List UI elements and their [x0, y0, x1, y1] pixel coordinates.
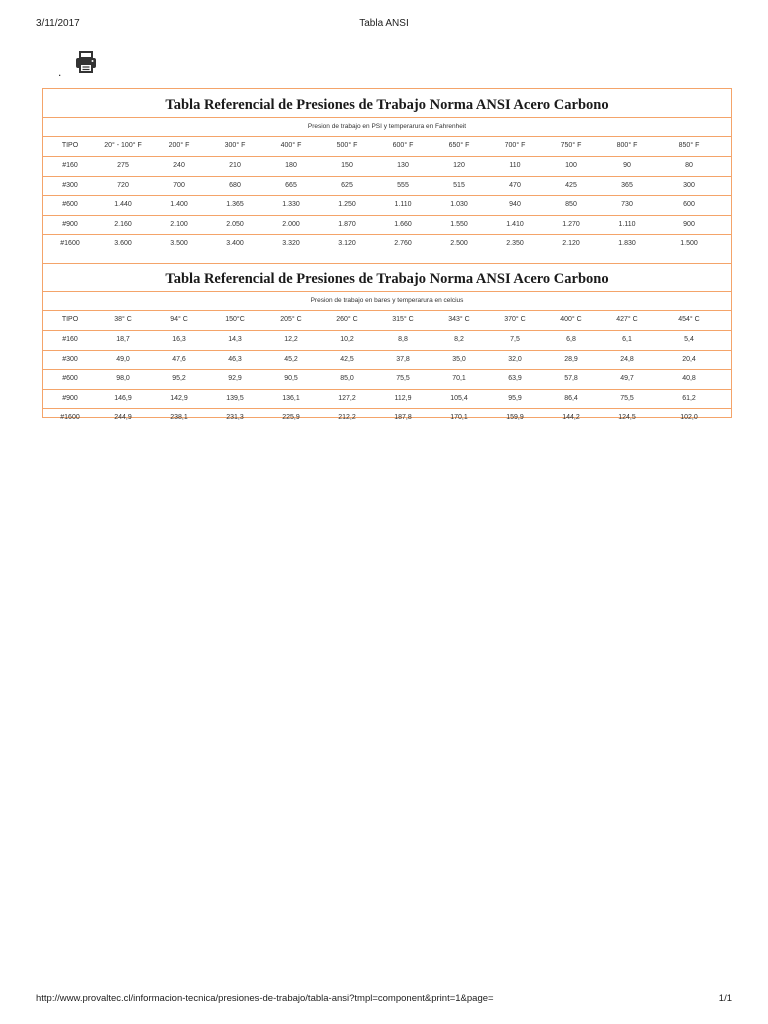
table-cell: 18,7: [116, 336, 130, 343]
table-cell: 900: [683, 220, 695, 228]
table-fahrenheit: [43, 89, 731, 254]
table-row: [43, 177, 731, 197]
table-row: [43, 390, 731, 410]
table-cell: 57,8: [564, 375, 578, 382]
table-cell: 425: [565, 181, 577, 189]
row-label-cell: #300: [62, 355, 78, 363]
table-cell: 127,2: [338, 394, 356, 402]
table-cell: 2.500: [450, 240, 468, 247]
table-title: Tabla Referencial de Presiones de Trabajo Norma ANSI Acero Carbono: [43, 89, 731, 118]
row-label-cell: #300: [62, 181, 78, 189]
table-cell: 850° F: [678, 142, 700, 149]
table-cell: 130: [397, 162, 409, 169]
table-cell: 680: [229, 181, 241, 189]
table-cell: 75,5: [620, 394, 634, 402]
table-cell: 1.365: [226, 201, 244, 208]
table-cell: 240: [173, 162, 185, 169]
table-cell: 14,3: [228, 336, 242, 343]
table-cell: 400° C: [560, 316, 582, 323]
table-cell: 3.400: [226, 240, 244, 247]
table-cell: 32,0: [508, 355, 522, 363]
table-cell: 63,9: [508, 375, 522, 382]
row-label-cell: #900: [62, 394, 78, 402]
table-cell: 210: [229, 162, 241, 169]
table-cell: 1.870: [338, 220, 356, 228]
table-cell: 1.440: [114, 201, 132, 208]
table-cell: 1.400: [170, 201, 188, 208]
table-cell: 110: [509, 162, 521, 169]
table-cell: 370° C: [504, 316, 526, 323]
table-cell: 3.320: [282, 240, 300, 247]
table-cell: 3.600: [114, 240, 132, 247]
table-cell: 42,5: [340, 355, 354, 363]
table-cell: 205° C: [280, 316, 302, 323]
table-cell: 300° F: [224, 142, 246, 149]
table-cell: 1.550: [450, 220, 468, 228]
table-cell: 1.330: [282, 201, 300, 208]
table-cell: 75,5: [396, 375, 410, 382]
table-cell: 102,0: [680, 414, 698, 421]
table-cell: 225,9: [282, 414, 300, 421]
table-row: [43, 216, 731, 236]
table-cell: 40,8: [682, 375, 696, 382]
table-cell: 300: [683, 181, 695, 189]
table-cell: 1.830: [618, 240, 636, 247]
table-cell: 427° C: [616, 316, 638, 323]
table-cell: 187,8: [394, 414, 412, 421]
table-cell: 150°C: [225, 316, 245, 323]
table-cell: 85,0: [340, 375, 354, 382]
table-title: Tabla Referencial de Presiones de Trabajo Norma ANSI Acero Carbono: [43, 263, 731, 292]
table-cell: 20,4: [682, 355, 696, 363]
table-subtitle: Presion de trabajo en bares y temperarura en celcius: [43, 292, 731, 311]
table-cell: 61,2: [682, 394, 696, 402]
row-label-cell: #900: [62, 220, 78, 228]
page-number: 1/1: [718, 993, 732, 1004]
table-cell: 2.100: [170, 220, 188, 228]
table-row: [43, 157, 731, 177]
row-label-cell: #1600: [60, 240, 80, 247]
table-cell: 98,0: [116, 375, 130, 382]
row-label-cell: TIPO: [61, 316, 79, 323]
table-cell: 5,4: [684, 336, 694, 343]
table-cell: 700° F: [504, 142, 526, 149]
table-cell: 105,4: [450, 394, 468, 402]
table-cell: 700: [173, 181, 185, 189]
table-cell: 112,9: [394, 394, 412, 402]
table-row: [43, 196, 731, 216]
table-cell: 720: [117, 181, 129, 189]
table-subtitle: Presion de trabajo en PSI y temperarura en Fahrenheit: [43, 118, 731, 137]
table-cell: 2.160: [114, 220, 132, 228]
table-cell: 12,2: [284, 336, 298, 343]
table-cell: 2.760: [394, 240, 412, 247]
table-cell: 275: [117, 162, 129, 169]
table-cell: 38° C: [114, 316, 132, 323]
table-cell: 2.350: [506, 240, 524, 247]
page-url: http://www.provaltec.cl/informacion-tecnica/presiones-de-trabajo/tabla-ansi?tmpl=component&print=1&page=: [36, 993, 494, 1004]
table-row: [43, 409, 731, 428]
table-row: [43, 370, 731, 390]
table-cell: 95,9: [508, 394, 522, 402]
table-cell: 365: [621, 181, 633, 189]
table-cell: 600° F: [392, 142, 414, 149]
table-cell: 3.120: [338, 240, 356, 247]
table-cell: 6,1: [622, 336, 632, 343]
printer-icon[interactable]: [74, 50, 98, 74]
table-cell: 49,0: [116, 355, 130, 363]
table-cell: 45,2: [284, 355, 298, 363]
table-cell: 650° F: [448, 142, 470, 149]
bullet-dot: .: [58, 65, 62, 79]
table-row: [43, 351, 731, 371]
table-cell: 200° F: [168, 142, 190, 149]
table-cell: 315° C: [392, 316, 414, 323]
table-divider: [43, 247, 731, 264]
table-cell: 170,1: [450, 414, 468, 421]
table-cell: 139,5: [226, 394, 244, 402]
table-cell: 24,8: [620, 355, 634, 363]
table-cell: 1.270: [562, 220, 580, 228]
table-header-row: [43, 137, 731, 157]
table-cell: 3.500: [170, 240, 188, 247]
table-cell: 37,8: [396, 355, 410, 363]
table-cell: 90: [623, 162, 631, 169]
table-cell: 750° F: [560, 142, 582, 149]
table-cell: 28,9: [564, 355, 578, 363]
table-cell: 80: [685, 162, 693, 169]
print-date: 3/11/2017: [36, 18, 80, 29]
table-cell: 665: [285, 181, 297, 189]
table-cell: 1.250: [338, 201, 356, 208]
table-cell: 1.660: [394, 220, 412, 228]
table-cell: 120: [453, 162, 465, 169]
table-cell: 231,3: [226, 414, 244, 421]
table-cell: 400° F: [280, 142, 302, 149]
table-cell: 730: [621, 201, 633, 208]
table-cell: 940: [509, 201, 521, 208]
table-cell: 6,8: [566, 336, 576, 343]
table-cell: 625: [341, 181, 353, 189]
row-label-cell: #1600: [60, 414, 80, 421]
table-cell: 90,5: [284, 375, 298, 382]
table-cell: 500° F: [336, 142, 358, 149]
table-cell: 70,1: [452, 375, 466, 382]
table-cell: 86,4: [564, 394, 578, 402]
row-label-cell: #160: [62, 162, 78, 169]
row-label-cell: #160: [62, 336, 78, 343]
table-cell: 212,2: [338, 414, 356, 421]
row-label-cell: #600: [62, 201, 78, 208]
table-cell: 94° C: [170, 316, 188, 323]
table-header-row: [43, 311, 731, 331]
table-cell: 95,2: [172, 375, 186, 382]
table-cell: 159,9: [506, 414, 524, 421]
table-cell: 470: [509, 181, 521, 189]
table-cell: 800° F: [616, 142, 638, 149]
table-cell: 46,3: [228, 355, 242, 363]
table-cell: 10,2: [340, 336, 354, 343]
table-cell: 1.500: [680, 240, 698, 247]
table-cell: 343° C: [448, 316, 470, 323]
table-cell: 2.050: [226, 220, 244, 228]
table-cell: 16,3: [172, 336, 186, 343]
table-cell: 180: [285, 162, 297, 169]
table-cell: 1.110: [394, 201, 412, 208]
table-cell: 454° C: [678, 316, 700, 323]
table-celsius: [43, 263, 731, 428]
table-cell: 238,1: [170, 414, 188, 421]
table-cell: 49,7: [620, 375, 634, 382]
table-cell: 850: [565, 201, 577, 208]
table-cell: 555: [397, 181, 409, 189]
table-cell: 92,9: [228, 375, 242, 382]
table-cell: 260° C: [336, 316, 358, 323]
table-cell: 7,5: [510, 336, 520, 343]
table-cell: 144,2: [562, 414, 580, 421]
pressure-tables: [42, 88, 732, 421]
row-label-cell: TIPO: [61, 142, 79, 149]
table-cell: 600: [683, 201, 695, 208]
table-cell: 2.120: [562, 240, 580, 247]
table-cell: 47,6: [172, 355, 186, 363]
table-cell: 8,8: [398, 336, 408, 343]
table-cell: 8,2: [454, 336, 464, 343]
table-cell: 1.110: [618, 220, 636, 228]
table-cell: 100: [565, 162, 577, 169]
table-cell: 142,9: [170, 394, 188, 402]
table-cell: 515: [453, 181, 465, 189]
table-cell: 1.030: [450, 201, 468, 208]
table-cell: 124,5: [618, 414, 636, 421]
table-row: [43, 331, 731, 351]
table-cell: 150: [341, 162, 353, 169]
table-cell: 35,0: [452, 355, 466, 363]
table-cell: 136,1: [282, 394, 300, 402]
row-label-cell: #600: [62, 375, 78, 382]
table-cell: 20° - 100° F: [104, 142, 142, 149]
document-title: Tabla ANSI: [359, 18, 409, 29]
table-cell: 146,9: [114, 394, 132, 402]
table-cell: 2.000: [282, 220, 300, 228]
table-cell: 244,9: [114, 414, 132, 421]
table-cell: 1.410: [506, 220, 524, 228]
